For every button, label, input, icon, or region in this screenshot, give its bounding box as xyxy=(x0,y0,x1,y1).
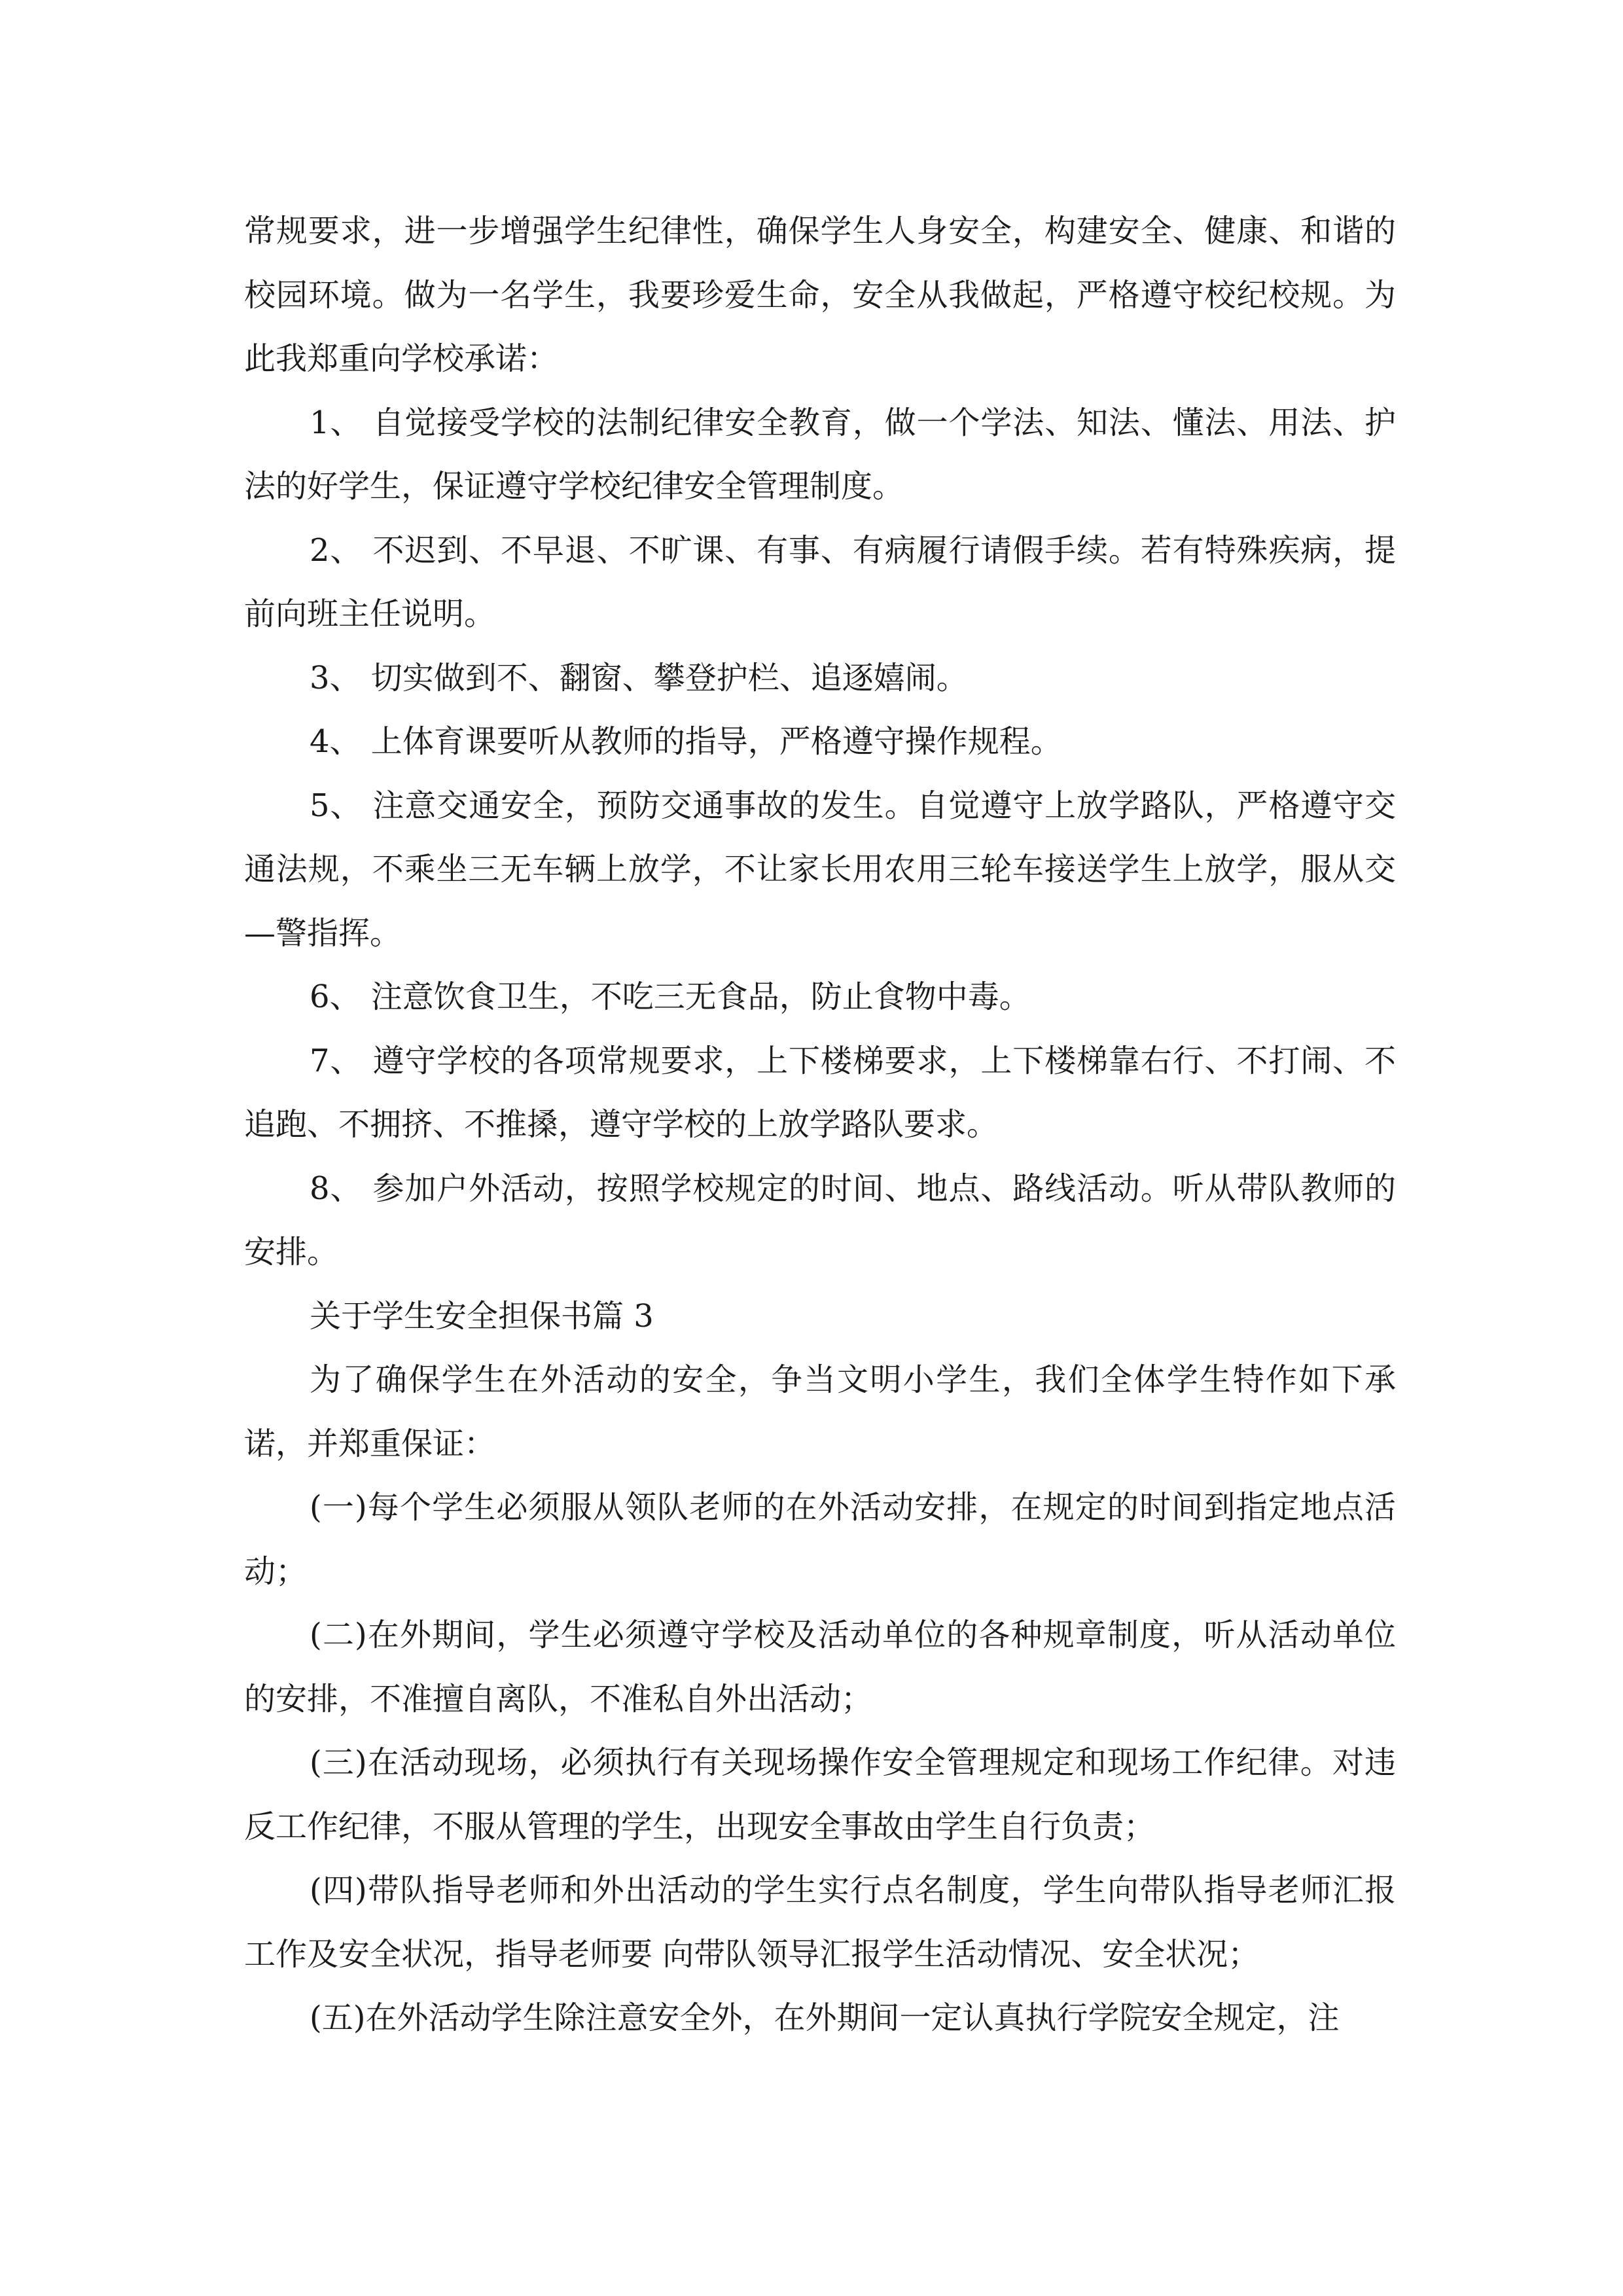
list-item-1: 1、 自觉接受学校的法制纪律安全教育，做一个学法、知法、懂法、用法、护法的好学生，保证遵守学校纪律安全管理制度。 xyxy=(244,404,1396,505)
rule-item-2: (二)在外期间，学生必须遵守学校及活动单位的各种规章制度，听从活动单位的安排，不准擅自离队，不准私自外出活动； xyxy=(244,1617,1396,1717)
list-item-8: 8、 参加户外活动，按照学校规定的时间、地点、路线活动。听从带队教师的安排。 xyxy=(244,1170,1396,1270)
list-item-5: 5、 注意交通安全，预防交通事故的发生。自觉遵守上放学路队，严格遵守交通法规，不乘坐三无车辆上放学，不让家长用农用三轮车接送学生上放学，服从交—警指挥。 xyxy=(244,787,1396,952)
section-heading: 关于学生安全担保书篇 3 xyxy=(310,1297,654,1335)
list-item-3: 3、 切实做到不、翻窗、攀登护栏、追逐嬉闹。 xyxy=(310,659,968,696)
list-item-4: 4、 上体育课要听从教师的指导，严格遵守操作规程。 xyxy=(310,723,1062,760)
rule-item-1: (一)每个学生必须服从领队老师的在外活动安排，在规定的时间到指定地点活动； xyxy=(244,1489,1396,1590)
rule-item-3: (三)在活动现场，必须执行有关现场操作安全管理规定和现场工作纪律。对违反工作纪律，不服从管理的学生，出现安全事故由学生自行负责； xyxy=(244,1744,1396,1845)
rule-item-5: (五)在外活动学生除注意安全外，在外期间一定认真执行学院安全规定，注 xyxy=(310,2000,1340,2036)
rule-item-4: (四)带队指导老师和外出活动的学生实行点名制度，学生向带队指导老师汇报工作及安全状况，指导老师要 向带队领导汇报学生活动情况、安全状况； xyxy=(244,1872,1396,1973)
list-item-6: 6、 注意饮食卫生，不吃三无食品，防止食物中毒。 xyxy=(310,978,1031,1015)
paragraph-intro: 常规要求，进一步增强学生纪律性，确保学生人身安全，构建安全、健康、和谐的校园环境。做为一名学生，我要珍爱生命，安全从我做起，严格遵守校纪校规。为此我郑重向学校承诺： xyxy=(244,213,1396,377)
paragraph-pledge: 为了确保学生在外活动的安全，争当文明小学生，我们全体学生特作如下承诺，并郑重保证： xyxy=(244,1361,1396,1462)
list-item-2: 2、 不迟到、不早退、不旷课、有事、有病履行请假手续。若有特殊疾病，提前向班主任说明。 xyxy=(244,531,1396,632)
list-item-7: 7、 遵守学校的各项常规要求，上下楼梯要求，上下楼梯靠右行、不打闹、不追跑、不拥挤、不推搡，遵守学校的上放学路队要求。 xyxy=(244,1042,1396,1143)
document-body xyxy=(244,200,1396,2051)
